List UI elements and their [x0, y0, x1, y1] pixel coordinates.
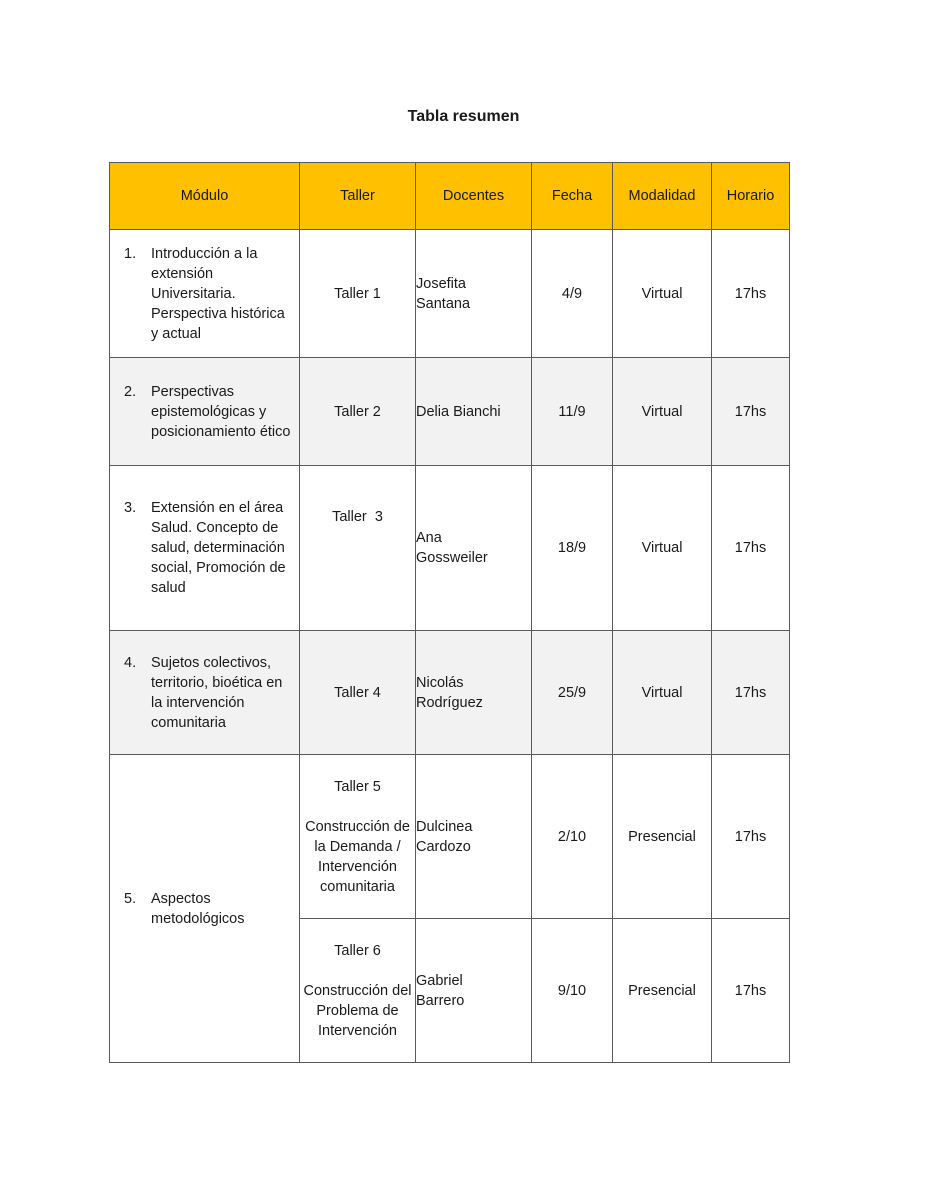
modulo-number: 5. [124, 890, 137, 907]
column-header-fecha: Fecha [532, 163, 613, 230]
taller-cell: Taller 1 [300, 230, 416, 358]
taller-label: Taller 5 [334, 778, 381, 795]
horario-cell: 17hs [712, 358, 790, 466]
docente-cell: Delia Bianchi [416, 358, 532, 466]
table-row [110, 466, 790, 631]
docente-cell [416, 466, 532, 631]
page-title: Tabla resumen [407, 108, 520, 125]
docente-name: Dulcinea Cardozo [416, 818, 473, 855]
modulo-number: 1. [124, 245, 137, 262]
taller-cell [300, 755, 416, 919]
modulo-number: 4. [124, 654, 137, 671]
docente-cell [416, 919, 532, 1063]
taller-cell [300, 919, 416, 1063]
docente-name: Nicolás Rodríguez [416, 674, 483, 711]
modulo-text: Introducción a la extensión Universitaria. Perspectiva histórica y actual [151, 245, 285, 342]
table-row [110, 631, 790, 755]
docente-cell [416, 230, 532, 358]
docente-name: Gabriel Barrero [416, 972, 465, 1009]
modalidad-cell: Virtual [613, 631, 712, 755]
modulo-cell [110, 631, 300, 755]
table-row [110, 230, 790, 358]
taller-label: Taller 6 [334, 942, 381, 959]
docente-cell [416, 755, 532, 919]
taller-label: Taller 3 [332, 509, 383, 525]
modalidad-cell: Virtual [613, 466, 712, 631]
modulo-cell [110, 466, 300, 631]
taller-cell: Taller 2 [300, 358, 416, 466]
modalidad-cell: Presencial [613, 919, 712, 1063]
fecha-cell: 2/10 [532, 755, 613, 919]
summary-table [109, 162, 790, 1063]
fecha-cell: 4/9 [532, 230, 613, 358]
column-header-horario: Horario [712, 163, 790, 230]
modulo-text: Aspectos metodológicos [151, 890, 245, 927]
modalidad-cell: Presencial [613, 755, 712, 919]
docente-name: Ana Gossweiler [416, 530, 488, 566]
horario-cell: 17hs [712, 466, 790, 631]
fecha-cell: 11/9 [532, 358, 613, 466]
docente-cell [416, 631, 532, 755]
modulo-text: Sujetos colectivos, territorio, bioética en la intervención comunitaria [151, 654, 283, 731]
modulo-cell [110, 230, 300, 358]
table-row [110, 358, 790, 466]
horario-cell: 17hs [712, 631, 790, 755]
docente-name: Josefita Santana [416, 275, 471, 312]
column-header-modulo: Módulo [110, 163, 300, 230]
table-header-row [110, 163, 790, 230]
taller-cell [300, 466, 416, 631]
modulo-number: 2. [124, 383, 137, 400]
modulo-cell [110, 755, 300, 1063]
modalidad-cell: Virtual [613, 230, 712, 358]
column-header-taller: Taller [300, 163, 416, 230]
table-row [110, 755, 790, 919]
column-header-docentes: Docentes [416, 163, 532, 230]
column-header-modalidad: Modalidad [613, 163, 712, 230]
horario-cell: 17hs [712, 755, 790, 919]
modulo-number: 3. [124, 500, 137, 516]
modalidad-cell: Virtual [613, 358, 712, 466]
taller-detail: Construcción de la Demanda / Intervención comunitaria [305, 818, 410, 895]
modulo-text: Perspectivas epistemológicas y posicionamiento ético [151, 383, 291, 440]
fecha-cell: 9/10 [532, 919, 613, 1063]
fecha-cell: 25/9 [532, 631, 613, 755]
horario-cell: 17hs [712, 230, 790, 358]
modulo-cell [110, 358, 300, 466]
taller-detail: Construcción del Problema de Intervención [303, 982, 412, 1039]
horario-cell: 17hs [712, 919, 790, 1063]
fecha-cell: 18/9 [532, 466, 613, 631]
modulo-text: Extensión en el área Salud. Concepto de salud, determinación social, Promoción de salud [151, 500, 286, 596]
taller-cell: Taller 4 [300, 631, 416, 755]
